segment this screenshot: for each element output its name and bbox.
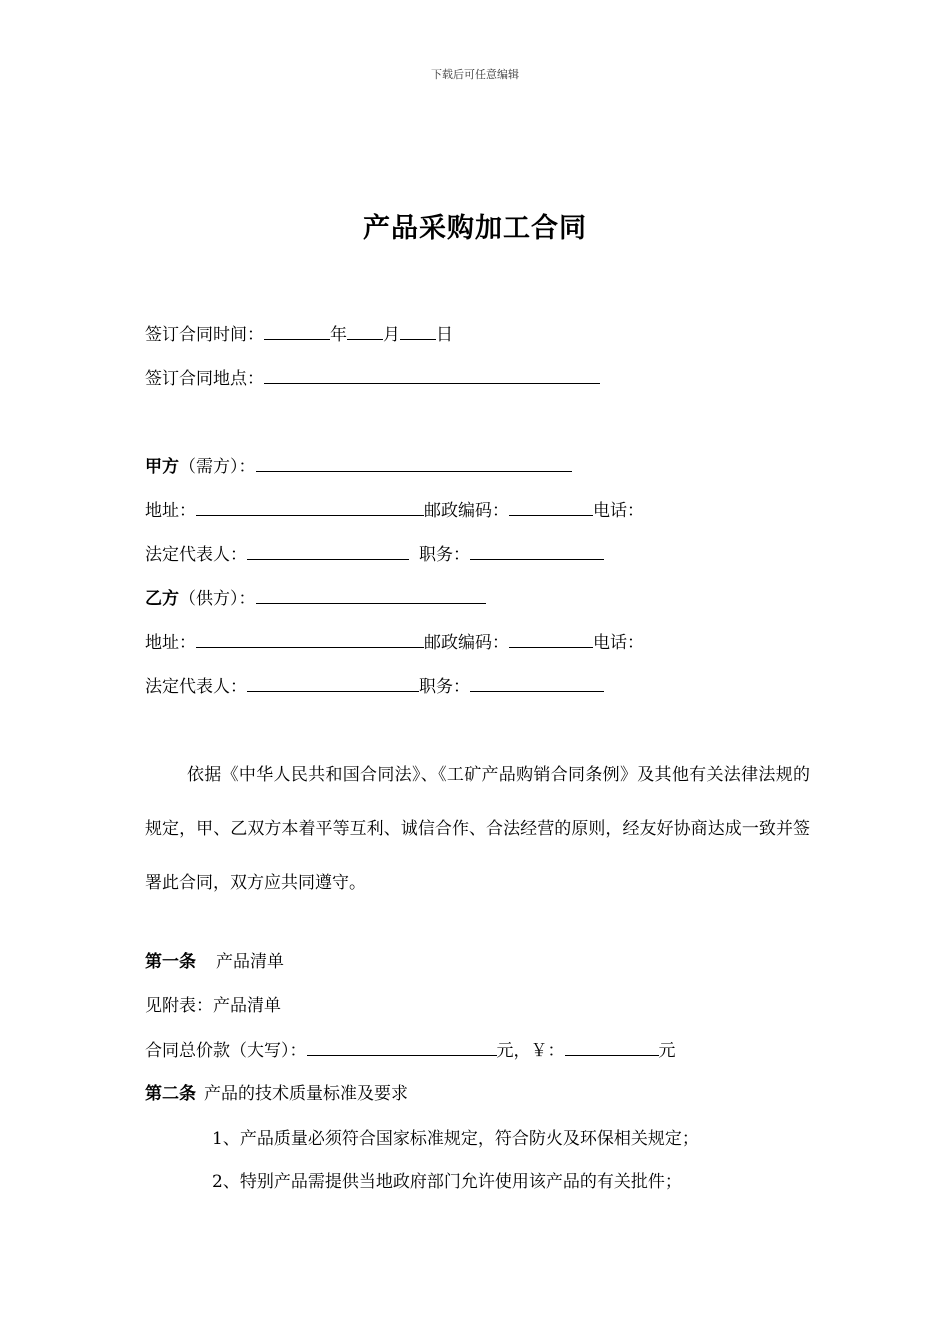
party-b-label: 乙方: [145, 589, 179, 609]
party-b-postcode-blank[interactable]: [509, 631, 593, 648]
postcode-label: 邮政编码：: [424, 633, 509, 653]
signing-place-line: [145, 367, 600, 390]
article1-title: 产品清单: [216, 952, 284, 972]
article2-title: 产品的技术质量标准及要求: [204, 1084, 408, 1104]
party-b-role: （供方）：: [179, 589, 256, 609]
phone-label: 电话：: [593, 501, 644, 521]
postcode-label: 邮政编码：: [424, 501, 509, 521]
article1-number: 第一条: [145, 952, 196, 972]
party-a-address-line: [145, 499, 644, 522]
party-b-address-blank[interactable]: [196, 631, 424, 648]
article1-heading-line: [145, 951, 284, 973]
contract-title: 产品采购加工合同: [363, 213, 587, 244]
yuan-label: 元: [658, 1041, 676, 1061]
total-uppercase-blank[interactable]: [307, 1039, 497, 1056]
article1-attachment-line: 见附表：产品清单: [145, 996, 281, 1016]
party-a-label: 甲方: [145, 457, 179, 477]
article1-total-line: [145, 1039, 676, 1062]
page-header-note: 下载后可任意编辑: [431, 68, 519, 81]
address-label: 地址：: [145, 501, 196, 521]
place-blank[interactable]: [264, 367, 600, 384]
article2-item-1: 1、产品质量必须符合国家标准规定，符合防火及环保相关规定；: [212, 1129, 699, 1149]
month-blank[interactable]: [347, 323, 383, 340]
party-a-name-blank[interactable]: [256, 455, 572, 472]
party-b-address-line: [145, 631, 644, 654]
year-blank[interactable]: [264, 323, 330, 340]
signing-place-label: 签订合同地点：: [145, 369, 264, 389]
day-label: 日: [436, 325, 453, 345]
total-numeric-blank[interactable]: [565, 1039, 659, 1056]
party-b-position-blank[interactable]: [470, 675, 604, 692]
signing-time-label: 签订合同时间：: [145, 325, 264, 345]
preamble-paragraph: 依据《中华人民共和国合同法》、《工矿产品购销合同条例》及其他有关法律法规的规定，甲、乙双方本着平等互利、诚信合作、合法经营的原则，经友好协商达成一致并签署此合同，双方应共同遵守。: [145, 765, 810, 893]
party-b-line: [145, 587, 486, 610]
party-a-rep-blank[interactable]: [247, 543, 409, 560]
month-label: 月: [383, 325, 400, 345]
party-a-position-blank[interactable]: [470, 543, 604, 560]
article2-item-2: 2、特别产品需提供当地政府部门允许使用该产品的有关批件；: [212, 1172, 682, 1192]
total-price-label: 合同总价款（大写）：: [145, 1041, 307, 1061]
article2-heading-line: [145, 1083, 408, 1105]
address-label: 地址：: [145, 633, 196, 653]
phone-label: 电话：: [593, 633, 644, 653]
signing-time-line: [145, 323, 453, 346]
position-label: 职务：: [419, 545, 470, 565]
party-a-address-blank[interactable]: [196, 499, 424, 516]
rep-label: 法定代表人：: [145, 677, 247, 697]
party-a-role: （需方）：: [179, 457, 256, 477]
article2-number: 第二条: [145, 1084, 196, 1104]
party-a-rep-line: [145, 543, 604, 566]
party-b-rep-blank[interactable]: [247, 675, 419, 692]
party-a-postcode-blank[interactable]: [509, 499, 593, 516]
rep-label: 法定代表人：: [145, 545, 247, 565]
party-b-rep-line: [145, 675, 604, 698]
party-b-name-blank[interactable]: [256, 587, 486, 604]
party-a-line: [145, 455, 572, 478]
yuan-symbol-label: 元，￥：: [496, 1041, 565, 1061]
year-label: 年: [330, 325, 347, 345]
day-blank[interactable]: [400, 323, 436, 340]
position-label: 职务：: [419, 677, 470, 697]
